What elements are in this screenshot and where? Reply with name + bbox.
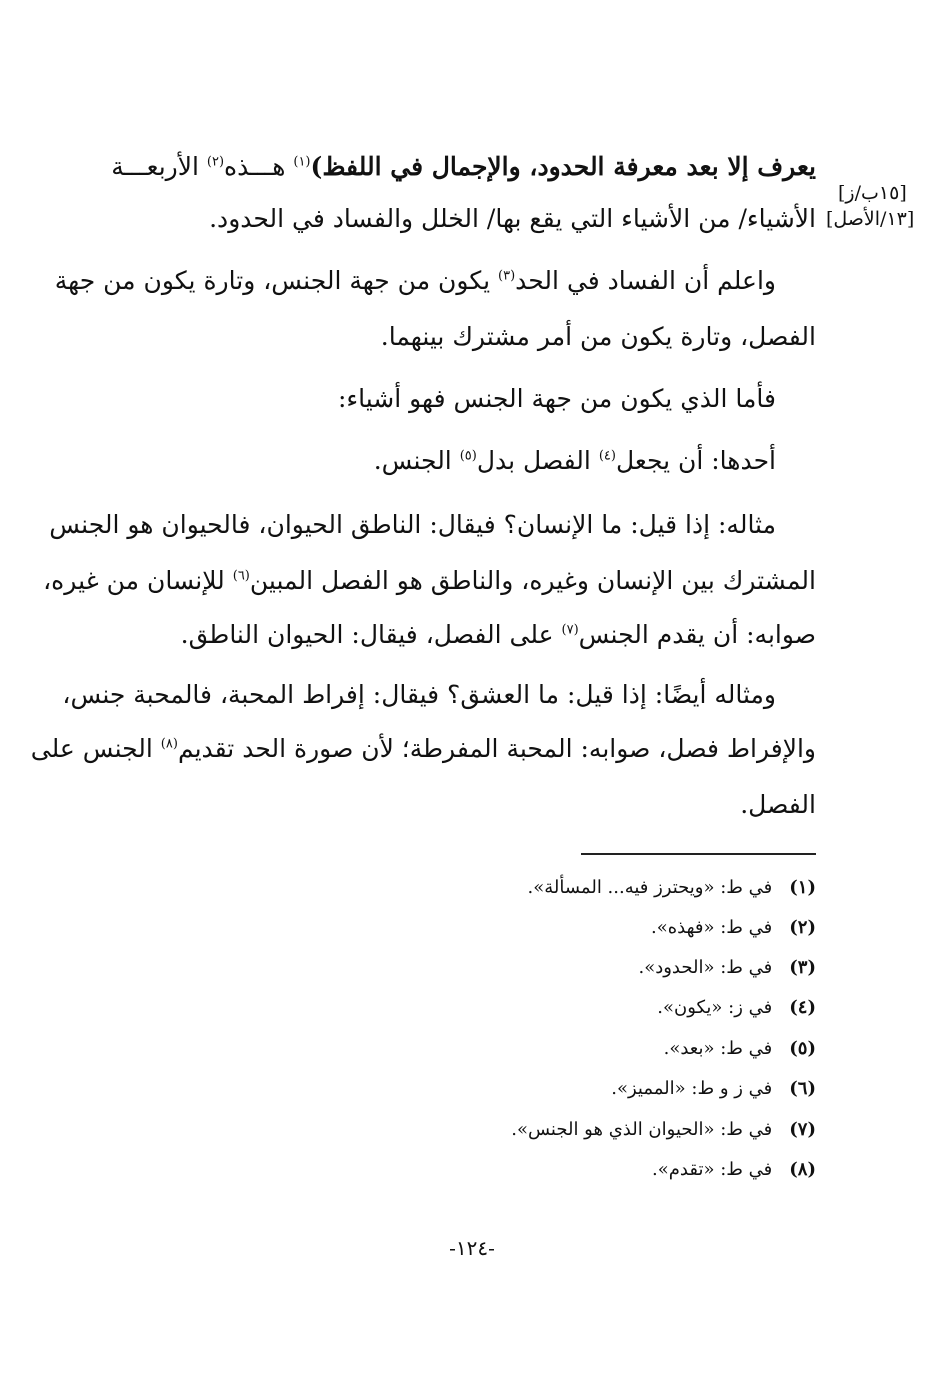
footnote-text: في ز: «يكون». [657,997,773,1018]
footnote-ref-6[interactable]: (٦) [232,568,250,584]
footnote-number: (٥) [789,1038,816,1059]
footnote-number: (٤) [789,997,816,1018]
body-line-1 [112,148,816,186]
paragraph-6-line-2 [30,730,816,768]
footnote-number: (٢) [789,917,816,938]
footnote-ref-3[interactable]: (٣) [498,268,516,284]
footnote-ref-4[interactable]: (٤) [598,448,616,464]
text-segment: للإنسان من غيره، [43,566,233,595]
footnote-ref-1[interactable]: (١) [293,154,311,170]
footnote-number: (١) [789,877,816,898]
text-segment: والإفراط فصل، صوابه: المحبة المفرطة؛ لأن صورة الحد تقديم [177,734,816,763]
paragraph-5-line-1 [49,506,816,544]
text-segment: الفصل بدل [476,446,599,475]
footnote-ref-7[interactable]: (٧) [561,622,579,638]
margin-note-manuscript-z: [١٥ب/ز] [838,182,907,204]
text-segment: واعلم أن الفساد في الحد [515,266,776,295]
footnote-text: في ط: «فهذه». [650,917,773,938]
text-segment: الأربعـــة [111,152,207,181]
paragraph-5-line-2 [43,562,816,600]
footnote-ref-8[interactable]: (٨) [160,736,178,752]
text-segment: الفصل. [740,790,816,819]
bold-phrase: يعرف إلا بعد معرفة الحدود، والإجمال في اللفظ) [310,152,816,181]
footnote-6 [256,1076,816,1102]
footnote-separator [581,853,816,855]
footnote-text: في ط: «الحدود». [638,957,773,978]
footnote-text: في ط: «الحيوان الذي هو الجنس». [511,1119,773,1140]
footnote-number: (٨) [789,1159,816,1180]
footnote-3 [256,955,816,981]
footnote-text: في ط: «تقدم». [652,1159,773,1180]
footnote-5 [256,1036,816,1062]
footnote-text: في ط: «ويحترز فيه... المسألة». [527,877,773,898]
text-segment: فأما الذي يكون من جهة الجنس فهو أشياء: [337,384,776,413]
footnote-7 [256,1117,816,1143]
text-segment: الجنس على [30,734,161,763]
paragraph-4 [72,442,776,480]
footnote-text: في ط: «بعد». [663,1038,773,1059]
paragraph-3 [72,380,776,418]
footnote-1 [256,875,816,901]
body-line-2 [112,200,816,238]
page-number: -١٢٤- [449,1236,495,1260]
text-segment: المشترك بين الإنسان وغيره، والناطق هو الفصل المبين [249,566,816,595]
text-segment: يكون من جهة الجنس، وتارة يكون من جهة [54,266,499,295]
paragraph-2-line-1 [54,262,816,300]
paragraph-5-line-3 [112,616,816,654]
footnote-ref-2[interactable]: (٢) [206,154,225,170]
footnote-text: في ز و ط: «المميز». [611,1078,773,1099]
footnote-4 [256,995,816,1021]
paragraph-6-line-1 [62,676,816,714]
paragraph-2-line-2 [112,318,816,356]
text-segment: ومثاله أيضًا: إذا قيل: ما العشق؟ فيقال: إفراط المحبة، فالمحبة جنس، [62,680,776,709]
footnote-2 [256,915,816,941]
footnote-number: (٣) [789,957,816,978]
text-segment: مثاله: إذا قيل: ما الإنسان؟ فيقال: الناطق الحيوان، فالحيوان هو الجنس [49,510,776,539]
text-segment: الجنس. [373,446,460,475]
text-segment: الأشياء/ من الأشياء التي يقع بها/ الخلل والفساد في الحدود. [209,204,816,233]
footnote-ref-5[interactable]: (٥) [459,448,477,464]
margin-note-manuscript-asl: [١٣/الأصل] [826,208,915,230]
text-segment: صوابه: أن يقدم الجنس [578,620,816,649]
footnote-8 [256,1157,816,1183]
footnote-number: (٦) [789,1078,816,1099]
footnote-number: (٧) [789,1119,816,1140]
text-segment: على الفصل، فيقال: الحيوان الناطق. [180,620,562,649]
paragraph-6-line-3 [112,786,816,824]
text-segment: الفصل، وتارة يكون من أمر مشترك بينهما. [380,322,816,351]
text-segment: هـــذه [224,152,294,181]
text-segment: أحدها: أن يجعل [615,446,776,475]
